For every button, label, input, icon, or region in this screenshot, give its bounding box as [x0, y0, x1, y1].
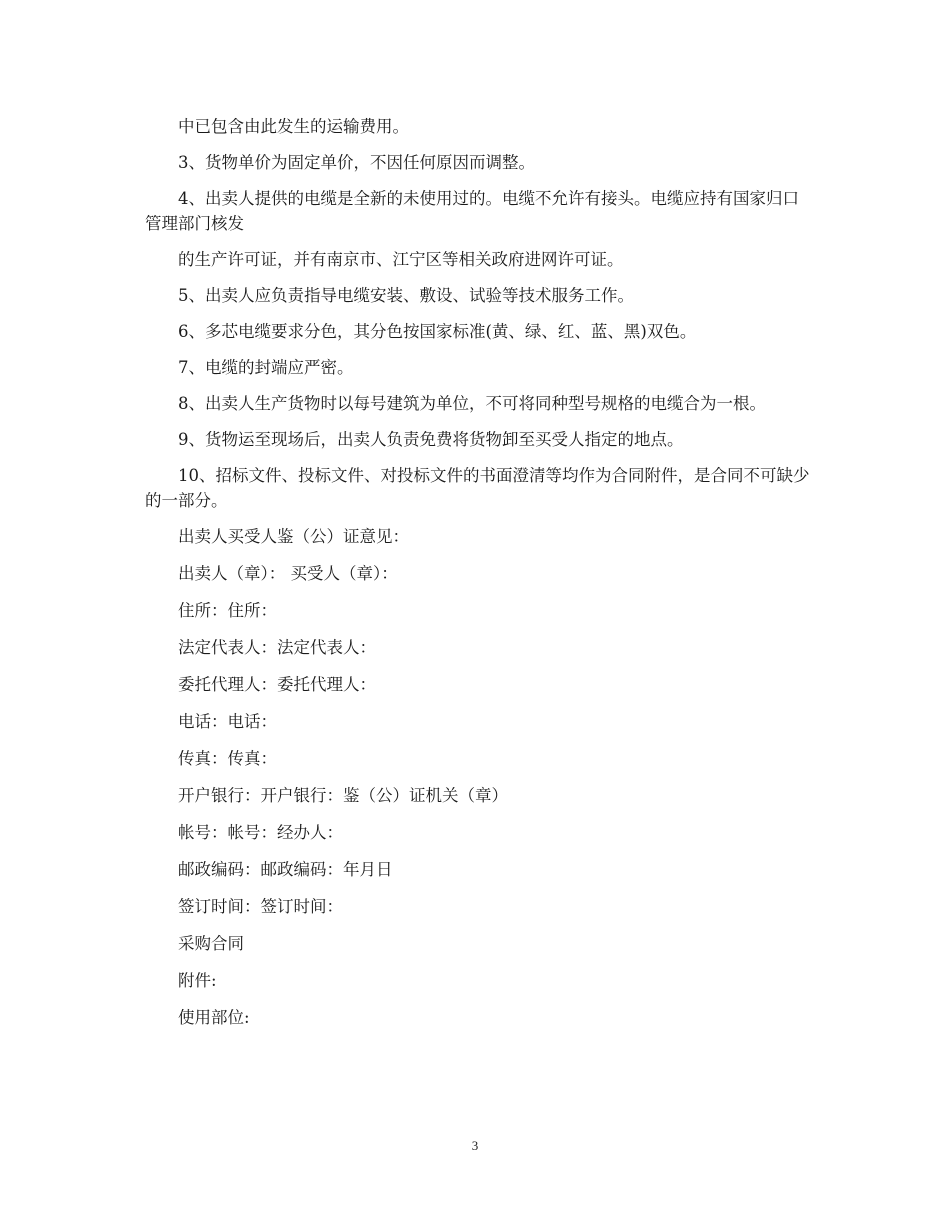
signature-header: 出卖人买受人鉴（公）证意见：	[178, 527, 409, 546]
paragraph-clause-6: 6、多芯电缆要求分色，其分色按国家标准(黄、绿、红、蓝、黑)双色。	[178, 322, 697, 341]
phone-line: 电话：电话：	[178, 712, 277, 731]
document-body	[145, 114, 810, 1042]
paragraph-clause-8: 8、出卖人生产货物时以每号建筑为单位，不可将同种型号规格的电缆合为一根。	[178, 394, 766, 413]
signing-time-line: 签订时间：签订时间：	[178, 897, 343, 916]
paragraph-clause-4: 4、出卖人提供的电缆是全新的未使用过的。电缆不允许有接头。电缆应持有国家归口管理部门核发	[145, 189, 799, 233]
bank-line: 开户银行：开户银行：鉴（公）证机关（章）	[178, 786, 508, 805]
usage-location-line: 使用部位:	[178, 1008, 250, 1027]
paragraph-clause-9: 9、货物运至现场后，出卖人负责免费将货物卸至买受人指定的地点。	[178, 430, 684, 449]
authorized-agent-line: 委托代理人：委托代理人：	[178, 675, 376, 694]
paragraph-clause-4-continued: 的生产许可证，并有南京市、江宁区等相关政府进网许可证。	[178, 250, 624, 269]
page-number: 3	[471, 1138, 479, 1153]
account-line: 帐号：帐号：经办人：	[178, 823, 343, 842]
contract-title-line: 采购合同	[178, 934, 244, 953]
postal-code-line: 邮政编码：邮政编码：年月日	[178, 860, 393, 879]
legal-representative-line: 法定代表人：法定代表人：	[178, 638, 376, 657]
seal-line: 出卖人（章）： 买受人（章）：	[178, 564, 398, 583]
address-line: 住所：住所：	[178, 601, 277, 620]
fax-line: 传真：传真：	[178, 749, 277, 768]
paragraph-clause-10: 10、招标文件、投标文件、对投标文件的书面澄清等均作为合同附件，是合同不可缺少的一部分。	[145, 466, 810, 510]
paragraph-transport-cost: 中已包含由此发生的运输费用。	[178, 117, 409, 136]
paragraph-clause-5: 5、出卖人应负责指导电缆安装、敷设、试验等技术服务工作。	[178, 286, 634, 305]
attachment-line: 附件:	[178, 971, 217, 990]
paragraph-clause-3: 3、货物单价为固定单价，不因任何原因而调整。	[178, 153, 535, 172]
paragraph-clause-7: 7、电缆的封端应严密。	[178, 358, 354, 377]
